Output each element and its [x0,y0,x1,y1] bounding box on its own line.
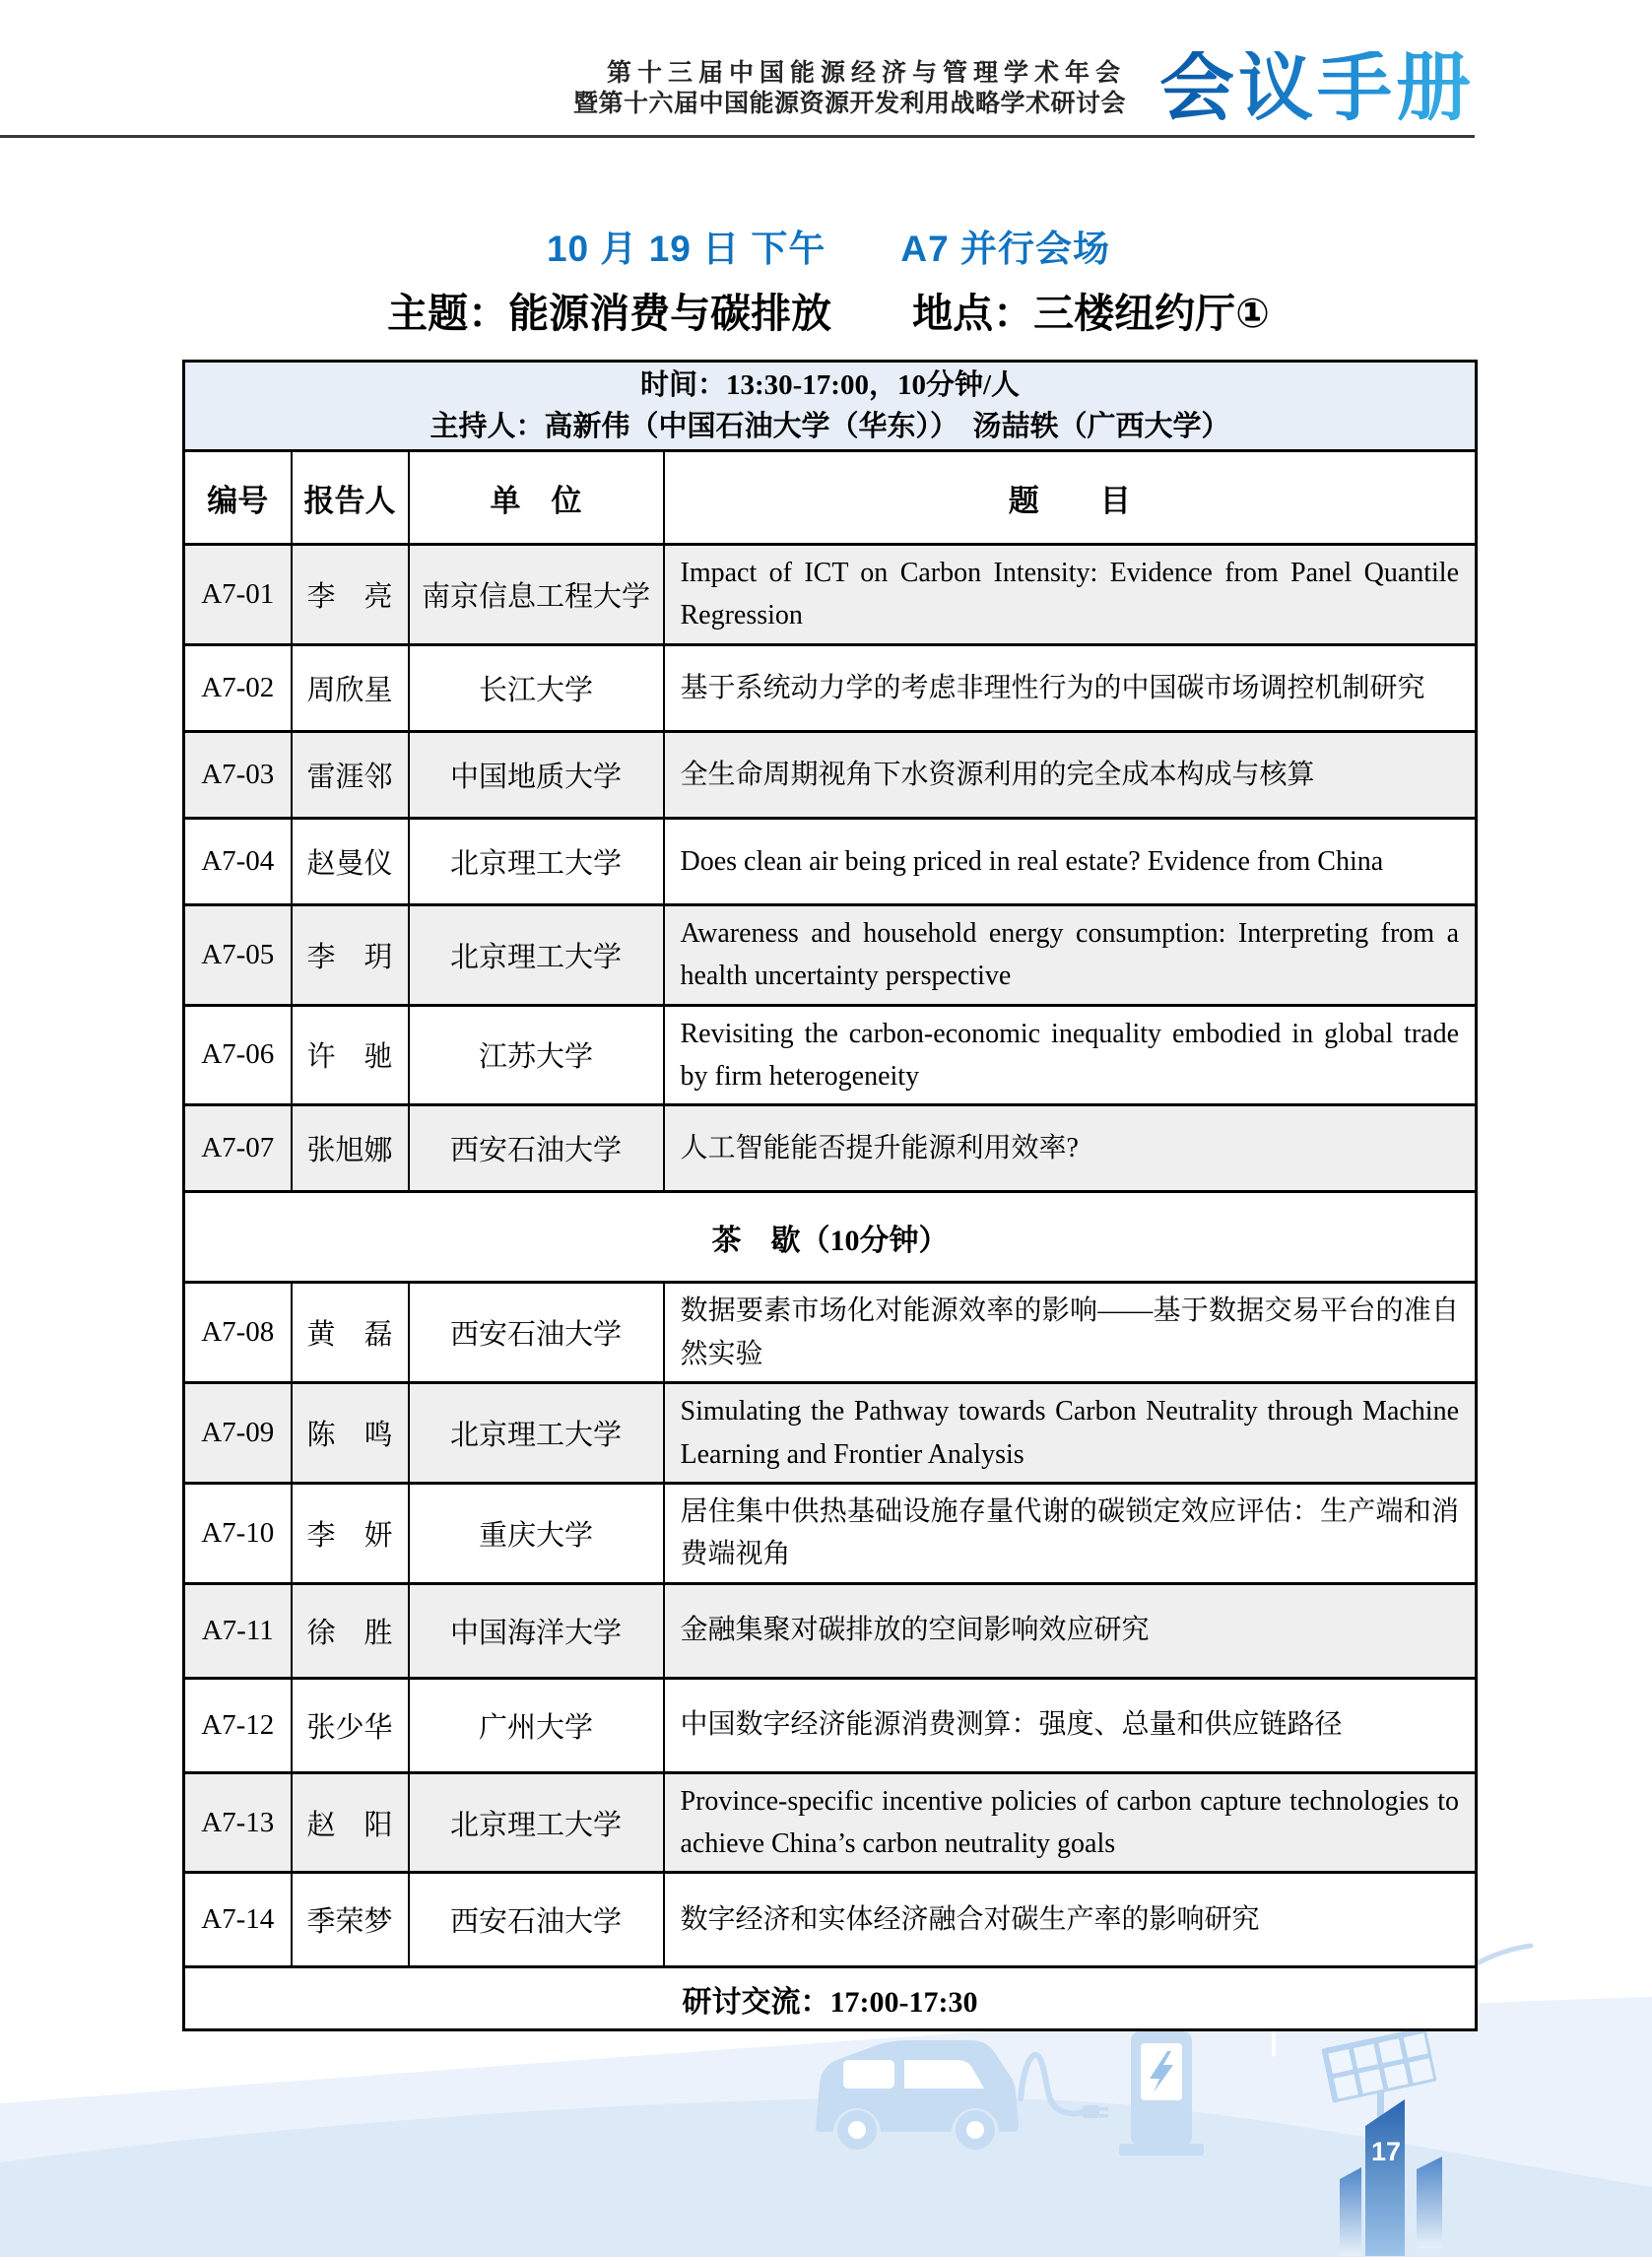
session-info-cell [184,362,1477,451]
cell-organization: 北京理工大学 [409,818,664,904]
session-row [184,1005,1477,1105]
discussion-label: 研讨交流：17:00-17:30 [184,1967,1477,2030]
cell-organization: 西安石油大学 [409,1873,664,1967]
conference-title-line1: 第十三届中国能源经济与管理学术年会 [606,59,1126,87]
session-row [184,1483,1477,1583]
cell-presenter-name: 徐 胜 [292,1583,409,1678]
cell-presentation-title: Province-specific incentive policies of carbon capture technologies to achieve China’s carbon neutrality goals [664,1772,1477,1873]
cell-organization: 北京理工大学 [409,1772,664,1873]
host-info: 主持人：高新伟（中国石油大学（华东）） 汤喆轶（广西大学） [430,411,1230,442]
conference-title-block [573,58,1126,119]
cell-presentation-title: Impact of ICT on Carbon Intensity: Evidence from Panel Quantile Regression [664,545,1477,645]
cell-presenter-name: 李 亮 [292,545,409,645]
session-row [184,1873,1477,1967]
cell-presenter-name: 赵曼仪 [292,818,409,904]
cell-session-id: A7-13 [184,1772,292,1873]
session-row [184,1772,1477,1873]
car-rear-window [843,2060,894,2089]
session-row [184,1583,1477,1678]
session-row [184,904,1477,1005]
cell-organization: 中国地质大学 [409,731,664,818]
cell-presenter-name: 张旭娜 [292,1105,409,1192]
cell-organization: 中国海洋大学 [409,1583,664,1678]
charging-station-illustration [1119,2031,1204,2156]
cell-presenter-name: 李 妍 [292,1483,409,1583]
cell-presenter-name: 黄 磊 [292,1283,409,1383]
header-divider [0,135,1475,138]
cell-session-id: A7-05 [184,904,292,1005]
cell-presentation-title: Does clean air being priced in real estate? Evidence from China [664,818,1477,904]
cell-session-id: A7-14 [184,1873,292,1967]
cell-organization: 南京信息工程大学 [409,545,664,645]
cell-presentation-title: Awareness and household energy consumption: Interpreting from a health uncertainty perspective [664,904,1477,1005]
cell-session-id: A7-04 [184,818,292,904]
cell-presenter-name: 陈 鸣 [292,1383,409,1484]
cell-session-id: A7-10 [184,1483,292,1583]
session-info-row [184,362,1477,451]
cell-session-id: A7-11 [184,1583,292,1678]
cell-presentation-title: Simulating the Pathway towards Carbon Neutrality through Machine Learning and Frontier Analysis [664,1383,1477,1484]
cell-presentation-title: 数字经济和实体经济融合对碳生产率的影响研究 [664,1873,1477,1967]
cell-presentation-title: 全生命周期视角下水资源利用的完全成本构成与核算 [664,731,1477,818]
cell-presenter-name: 张少华 [292,1678,409,1772]
col-header-title: 题 目 [664,451,1477,545]
cell-presenter-name: 季荣梦 [292,1873,409,1967]
cell-session-id: A7-09 [184,1383,292,1484]
session-row [184,818,1477,904]
tea-break-label: 茶 歇（10分钟） [184,1192,1477,1283]
cell-organization: 西安石油大学 [409,1105,664,1192]
col-header-presenter: 报告人 [292,451,409,545]
cell-organization: 江苏大学 [409,1005,664,1105]
cell-presentation-title: 居住集中供热基础设施存量代谢的碳锁定效应评估：生产端和消费端视角 [664,1483,1477,1583]
col-header-id: 编号 [184,451,292,545]
cell-organization: 重庆大学 [409,1483,664,1583]
conference-title-line2: 暨第十六届中国能源资源开发利用战略学术研讨会 [572,90,1126,117]
cell-session-id: A7-01 [184,545,292,645]
cell-presentation-title: 金融集聚对碳排放的空间影响效应研究 [664,1583,1477,1678]
cell-presenter-name: 许 驰 [292,1005,409,1105]
cell-session-id: A7-06 [184,1005,292,1105]
session-row [184,1105,1477,1192]
cell-presentation-title: 中国数字经济能源消费测算：强度、总量和供应链路径 [664,1678,1477,1772]
cell-organization: 长江大学 [409,644,664,731]
column-header-row [184,451,1477,545]
tea-break-row [184,1192,1477,1283]
cell-session-id: A7-03 [184,731,292,818]
cell-presenter-name: 周欣星 [292,644,409,731]
handbook-logo: 会议手册 [1159,46,1475,130]
cell-presenter-name: 李 玥 [292,904,409,1005]
cell-presenter-name: 雷涯邻 [292,731,409,818]
page-header [0,46,1475,130]
schedule-table [182,360,1478,2031]
discussion-row [184,1967,1477,2030]
session-row [184,1283,1477,1383]
cell-presentation-title: 基于系统动力学的考虑非理性行为的中国碳市场调控机制研究 [664,644,1477,731]
cell-session-id: A7-12 [184,1678,292,1772]
cell-session-id: A7-07 [184,1105,292,1192]
time-info: 时间：13:30-17:00，10分钟/人 [639,369,1021,401]
cell-session-id: A7-08 [184,1283,292,1383]
session-row [184,731,1477,818]
session-row [184,644,1477,731]
cell-presentation-title: 人工智能能否提升能源利用效率? [664,1105,1477,1192]
session-topic: 主题：能源消费与碳排放 地点：三楼纽约厅① [387,291,1270,336]
cell-presentation-title: Revisiting the carbon-economic inequality embodied in global trade by firm heterogeneity [664,1005,1477,1105]
cell-session-id: A7-02 [184,644,292,731]
session-row [184,545,1477,645]
col-header-org: 单 位 [409,451,664,545]
session-row [184,1678,1477,1772]
cell-organization: 广州大学 [409,1678,664,1772]
cell-presentation-title: 数据要素市场化对能源效率的影响——基于数据交易平台的准自然实验 [664,1283,1477,1383]
cell-presenter-name: 赵 阳 [292,1772,409,1873]
cell-organization: 北京理工大学 [409,904,664,1005]
session-title: 10 月 19 日 下午 A7 并行会场 [546,229,1110,269]
cell-organization: 北京理工大学 [409,1383,664,1484]
page-number: 17 [1370,2137,1402,2166]
session-row [184,1383,1477,1484]
cell-organization: 西安石油大学 [409,1283,664,1383]
